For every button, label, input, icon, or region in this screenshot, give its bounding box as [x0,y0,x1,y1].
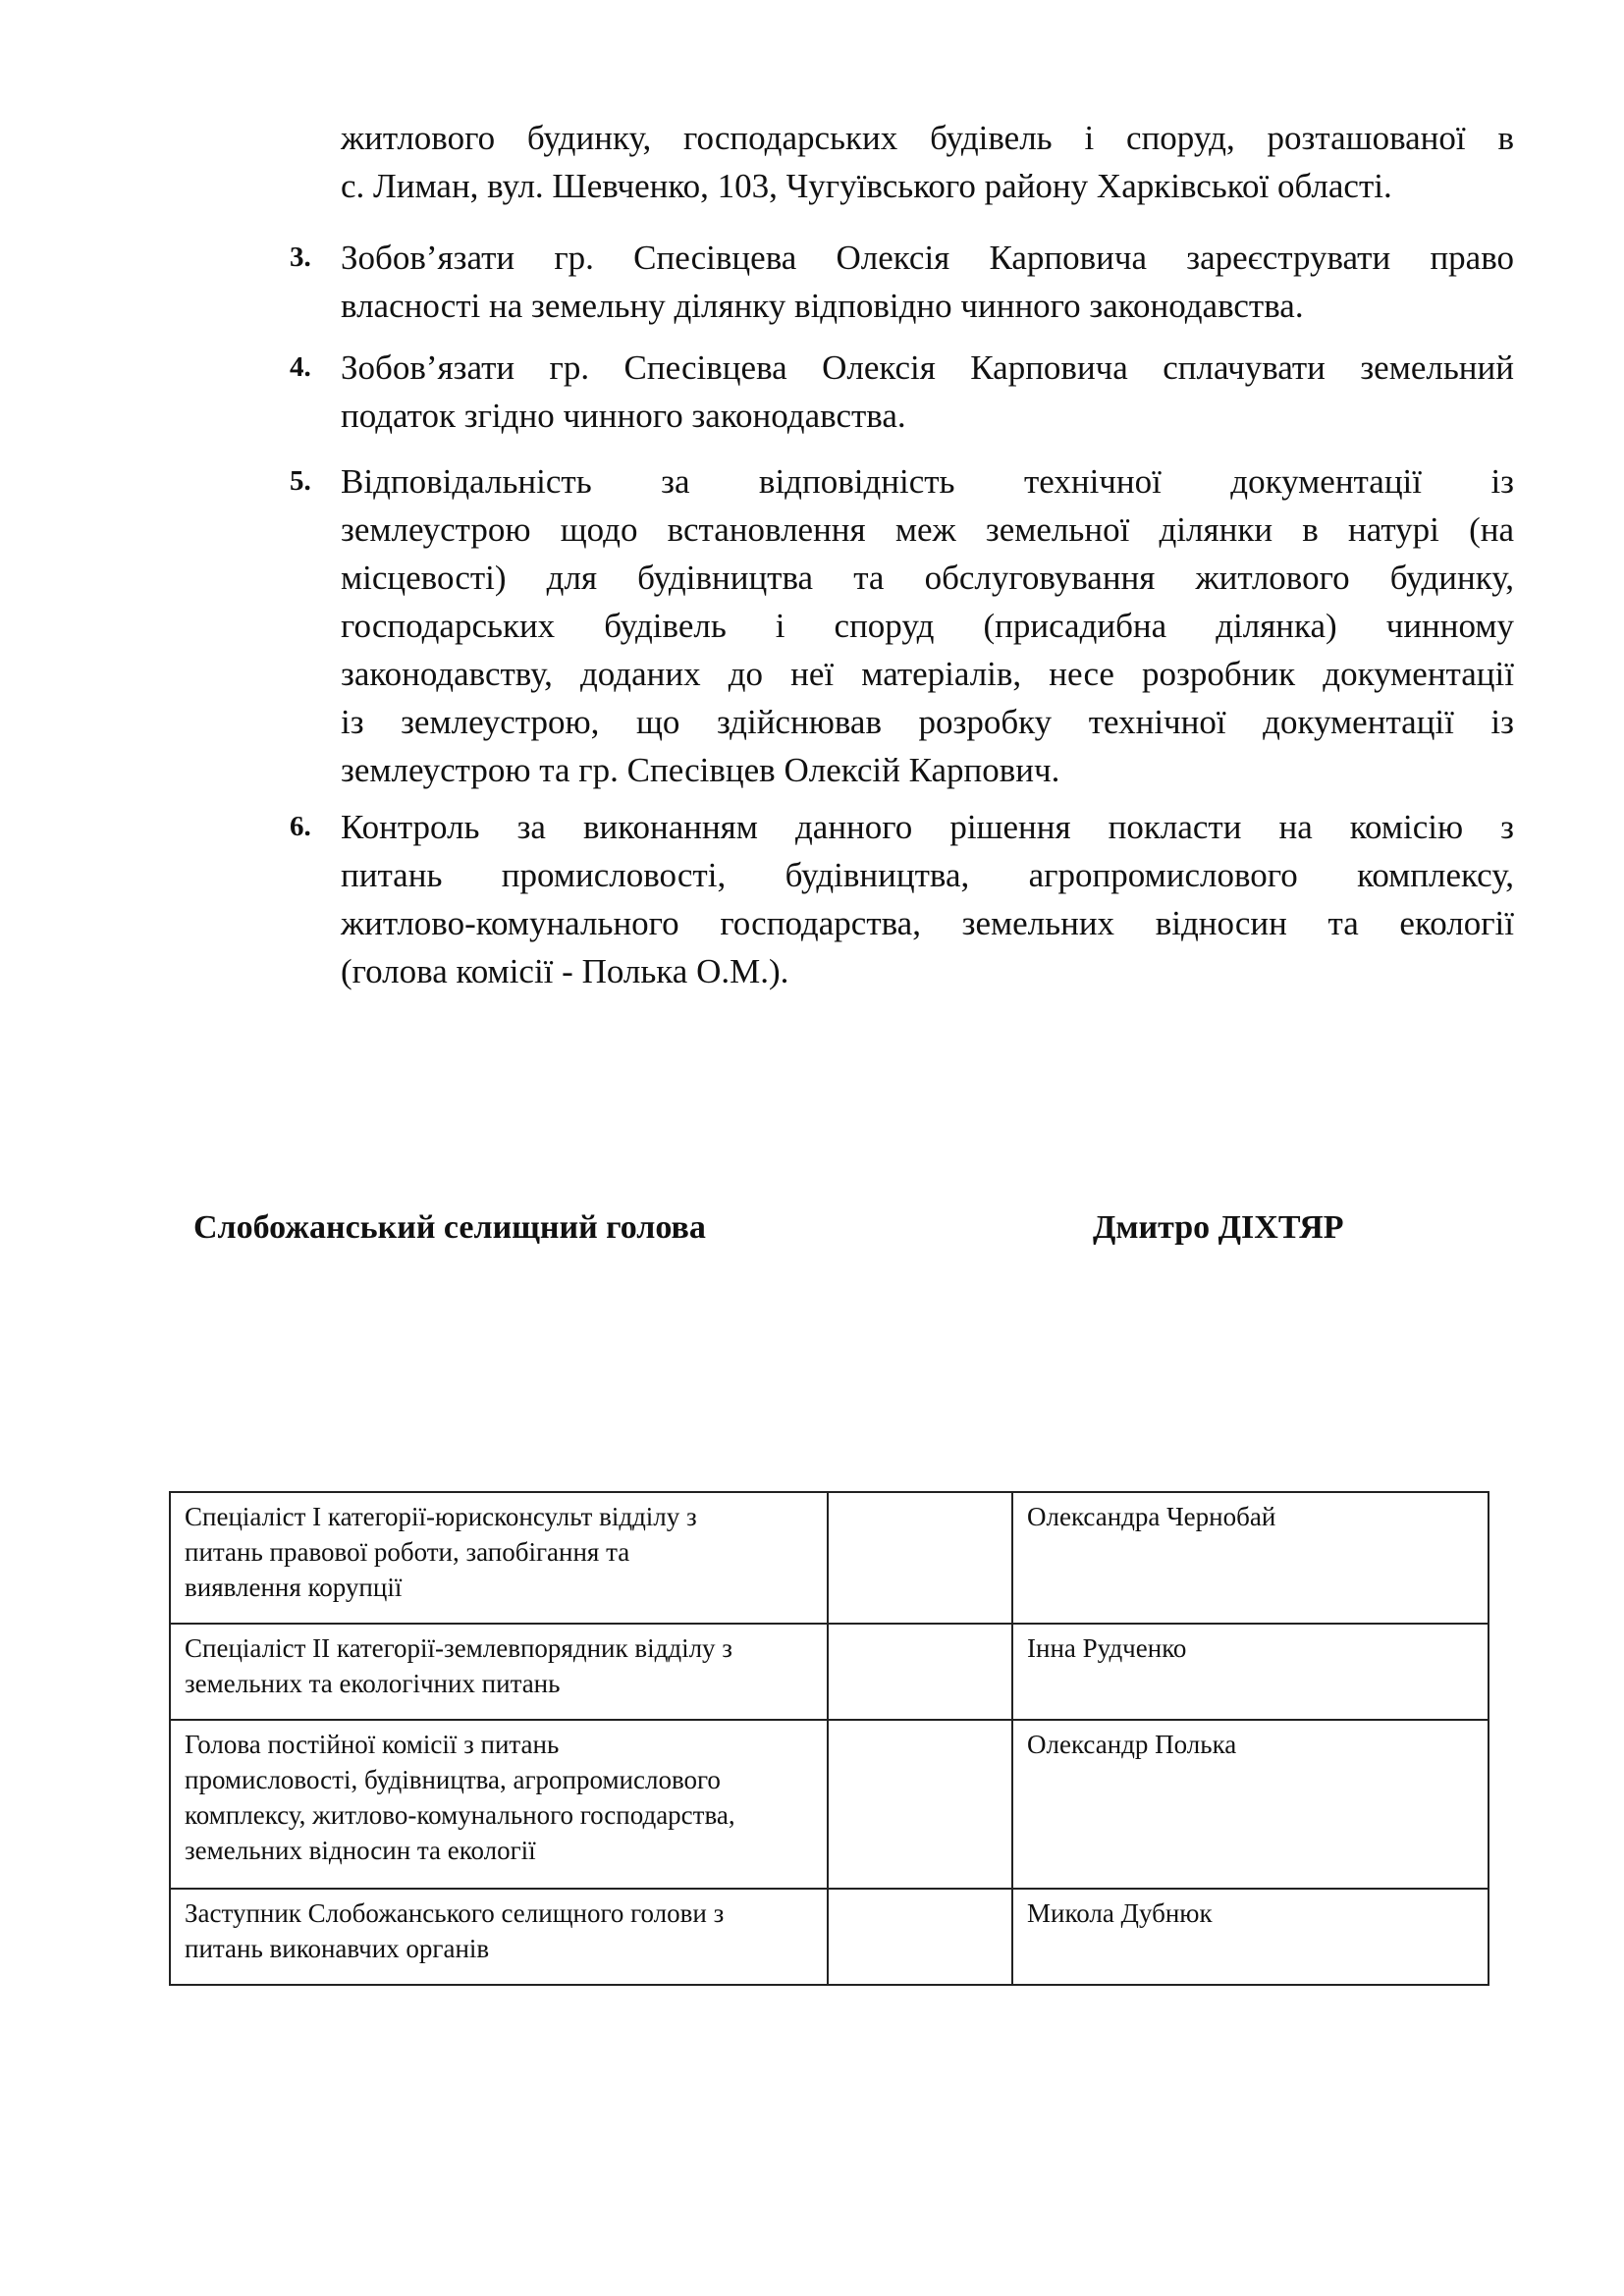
text-line: Зобов’язати гр. Спесівцева Олексія Карповича зареєструвати право [341,239,1514,277]
decision-item-4 [290,344,1514,440]
text-line: із землеустрою, що здійснював розробку технічної документації із [341,703,1514,741]
signature-cell [828,1492,1012,1624]
decision-item-5 [290,457,1514,794]
text-line: податок згідно чинного законодавства. [341,397,906,435]
text-line: Відповідальність за відповідність технічної документації із [341,462,1514,501]
role-cell [170,1624,828,1720]
approval-table [169,1491,1489,1986]
text-line: землеустрою та гр. Спесівцев Олексій Карпович. [341,751,1060,789]
role-line: Спеціаліст І категорії-юрисконсульт відділу з [185,1502,697,1531]
signature-cell [828,1624,1012,1720]
text-line: власності на земельну ділянку відповідно чинного законодавства. [341,287,1304,325]
signature-cell [828,1889,1012,1985]
role-line: питань правової роботи, запобігання та [185,1537,630,1567]
item-number: 6. [290,811,311,842]
text-line: (голова комісії - Полька О.М.). [341,952,789,990]
table-row [170,1624,1489,1720]
role-line: земельних та екологічних питань [185,1669,561,1698]
text-line: питань промисловості, будівництва, агропромислового комплексу, [341,856,1514,894]
role-cell [170,1720,828,1889]
item-number: 3. [290,241,311,273]
table-row [170,1492,1489,1624]
continued-paragraph [341,114,1514,210]
role-line: Заступник Слобожанського селищного голови з [185,1898,725,1928]
role-line: виявлення корупції [185,1573,403,1602]
role-line: промисловості, будівництва, агропромислового [185,1765,721,1794]
text-line: Зобов’язати гр. Спесівцева Олексія Карповича сплачувати земельний [341,348,1514,387]
item-number: 5. [290,465,311,497]
text-line: місцевості) для будівництва та обслуговування житлового будинку, [341,559,1514,597]
role-line: питань виконавчих органів [185,1934,490,1963]
text-line: господарських будівель і споруд (присадибна ділянка) чинному [341,607,1514,645]
role-cell [170,1889,828,1985]
text-line: житлово-комунального господарства, земельних відносин та екології [341,904,1514,942]
name-cell: Микола Дубнюк [1012,1889,1489,1985]
role-line: комплексу, житлово-комунального господарства, [185,1800,735,1830]
role-line: земельних відносин та екології [185,1836,536,1865]
text-line: законодавству, доданих до неї матеріалів, несе розробник документації [341,655,1514,693]
signatory-name: Дмитро ДІХТЯР [1093,1209,1344,1246]
table-row [170,1720,1489,1889]
text-line: Контроль за виконанням данного рішення покласти на комісію з [341,808,1514,846]
item-number: 4. [290,351,311,383]
text-line: землеустрою щодо встановлення меж земельної ділянки в натурі (на [341,510,1514,549]
role-line: Спеціаліст ІІ категорії-землевпорядник відділу з [185,1633,732,1663]
role-line: Голова постійної комісії з питань [185,1730,560,1759]
decision-item-6 [290,803,1514,995]
signatory-position: Слобожанський селищний голова [193,1209,706,1246]
signature-cell [828,1720,1012,1889]
role-cell [170,1492,828,1624]
table-row [170,1889,1489,1985]
name-cell: Олександра Чернобай [1012,1492,1489,1624]
decision-item-3 [290,234,1514,330]
name-cell: Інна Рудченко [1012,1624,1489,1720]
name-cell: Олександр Полька [1012,1720,1489,1889]
text-line: с. Лиман, вул. Шевченко, 103, Чугуївського району Харківської області. [341,167,1392,205]
text-line: житлового будинку, господарських будівель і споруд, розташованої в [341,119,1514,157]
